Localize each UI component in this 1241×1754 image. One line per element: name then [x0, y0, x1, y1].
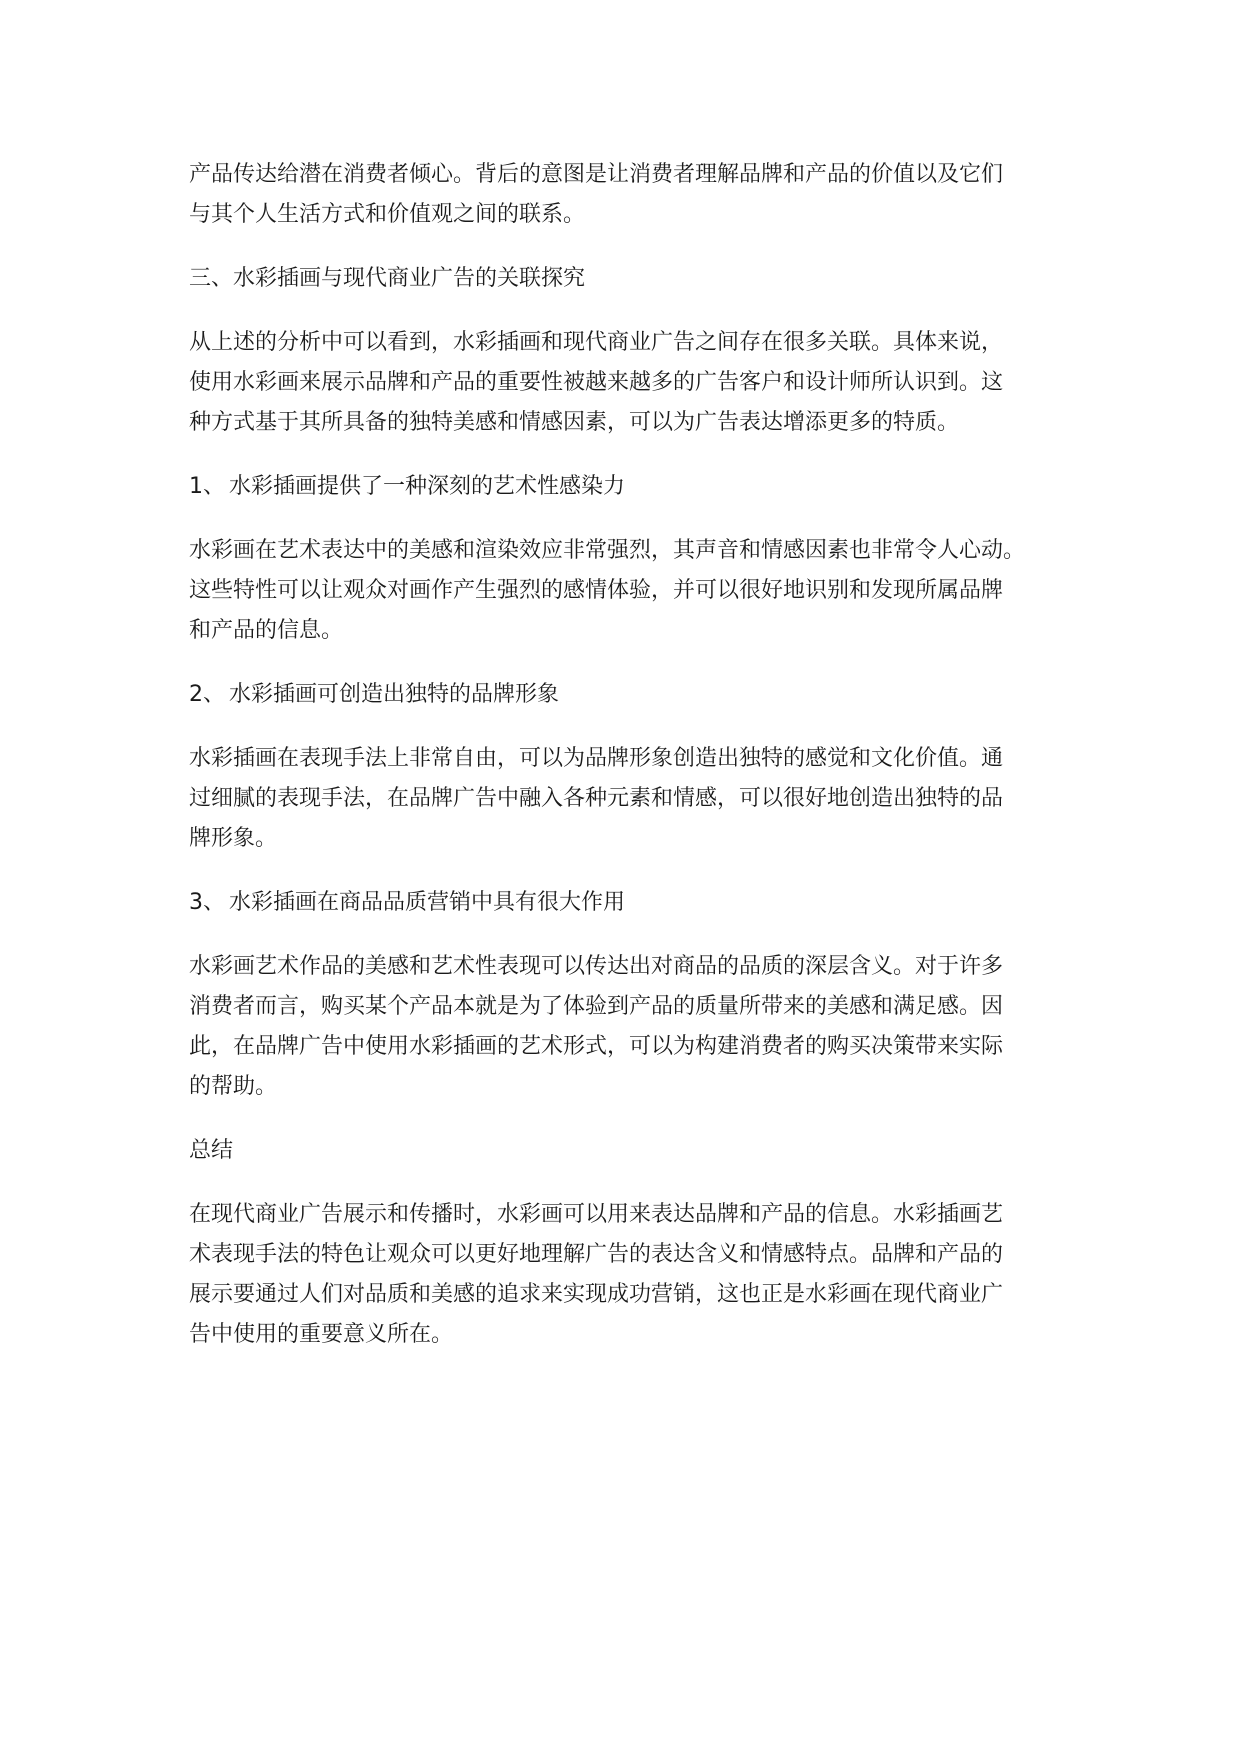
paragraph-point-2: [189, 739, 1089, 859]
list-number: 3、: [189, 890, 225, 915]
text-line: 此，在品牌广告中使用水彩插画的艺术形式，可以为构建消费者的购买决策带来实际: [189, 1034, 1004, 1059]
text-line: 种方式基于其所具备的独特美感和情感因素，可以为广告表达增添更多的特质。: [189, 410, 960, 435]
subheading-line: [189, 883, 1089, 923]
subheading-3: [189, 883, 1089, 923]
conclusion-heading-text: 总结: [189, 1138, 234, 1163]
text-line: 展示要通过人们对品质和美感的追求来实现成功营销，这也正是水彩画在现代商业广: [189, 1282, 1004, 1307]
subheading-line: [189, 467, 1089, 507]
text-line: 这些特性可以让观众对画作产生强烈的感情体验，并可以很好地识别和发现所属品牌: [189, 578, 1004, 603]
subheading-1: [189, 467, 1089, 507]
text-line: 与其个人生活方式和价值观之间的联系。: [189, 202, 586, 227]
paragraph-point-3: [189, 947, 1089, 1107]
list-number: 2、: [189, 682, 225, 707]
text-line: 过细腻的表现手法，在品牌广告中融入各种元素和情感，可以很好地创造出独特的品: [189, 786, 1004, 811]
paragraph-section-3-intro: [189, 323, 1089, 443]
text-line: 消费者而言，购买某个产品本就是为了体验到产品的质量所带来的美感和满足感。因: [189, 994, 1004, 1019]
paragraph-intro-continued: [189, 155, 1089, 235]
text-line: 在现代商业广告展示和传播时，水彩画可以用来表达品牌和产品的信息。水彩插画艺: [189, 1202, 1004, 1227]
subheading-text: 水彩插画提供了一种深刻的艺术性感染力: [229, 474, 626, 499]
text-line: 的帮助。: [189, 1074, 278, 1099]
paragraph-conclusion: [189, 1195, 1089, 1355]
section-heading-text: 三、水彩插画与现代商业广告的关联探究: [189, 266, 586, 291]
conclusion-heading: [189, 1131, 1089, 1171]
text-line: 水彩插画在表现手法上非常自由，可以为品牌形象创造出独特的感觉和文化价值。通: [189, 746, 1004, 771]
text-line: 水彩画在艺术表达中的美感和渲染效应非常强烈，其声音和情感因素也非常令人心动。: [189, 538, 1026, 563]
text-line: 从上述的分析中可以看到，水彩插画和现代商业广告之间存在很多关联。具体来说，: [189, 330, 1004, 355]
text-line: 水彩画艺术作品的美感和艺术性表现可以传达出对商品的品质的深层含义。对于许多: [189, 954, 1004, 979]
section-heading-3: [189, 259, 1089, 299]
list-number: 1、: [189, 474, 225, 499]
subheading-text: 水彩插画可创造出独特的品牌形象: [229, 682, 560, 707]
text-line: 产品传达给潜在消费者倾心。背后的意图是让消费者理解品牌和产品的价值以及它们: [189, 162, 1004, 187]
subheading-line: [189, 675, 1089, 715]
text-line: 和产品的信息。: [189, 618, 344, 643]
paragraph-point-1: [189, 531, 1089, 651]
text-line: 使用水彩画来展示品牌和产品的重要性被越来越多的广告客户和设计师所认识到。这: [189, 370, 1004, 395]
text-line: 牌形象。: [189, 826, 278, 851]
subheading-2: [189, 675, 1089, 715]
document-body: [189, 155, 1089, 1379]
text-line: 告中使用的重要意义所在。: [189, 1322, 454, 1347]
text-line: 术表现手法的特色让观众可以更好地理解广告的表达含义和情感特点。品牌和产品的: [189, 1242, 1004, 1267]
subheading-text: 水彩插画在商品品质营销中具有很大作用: [229, 890, 626, 915]
